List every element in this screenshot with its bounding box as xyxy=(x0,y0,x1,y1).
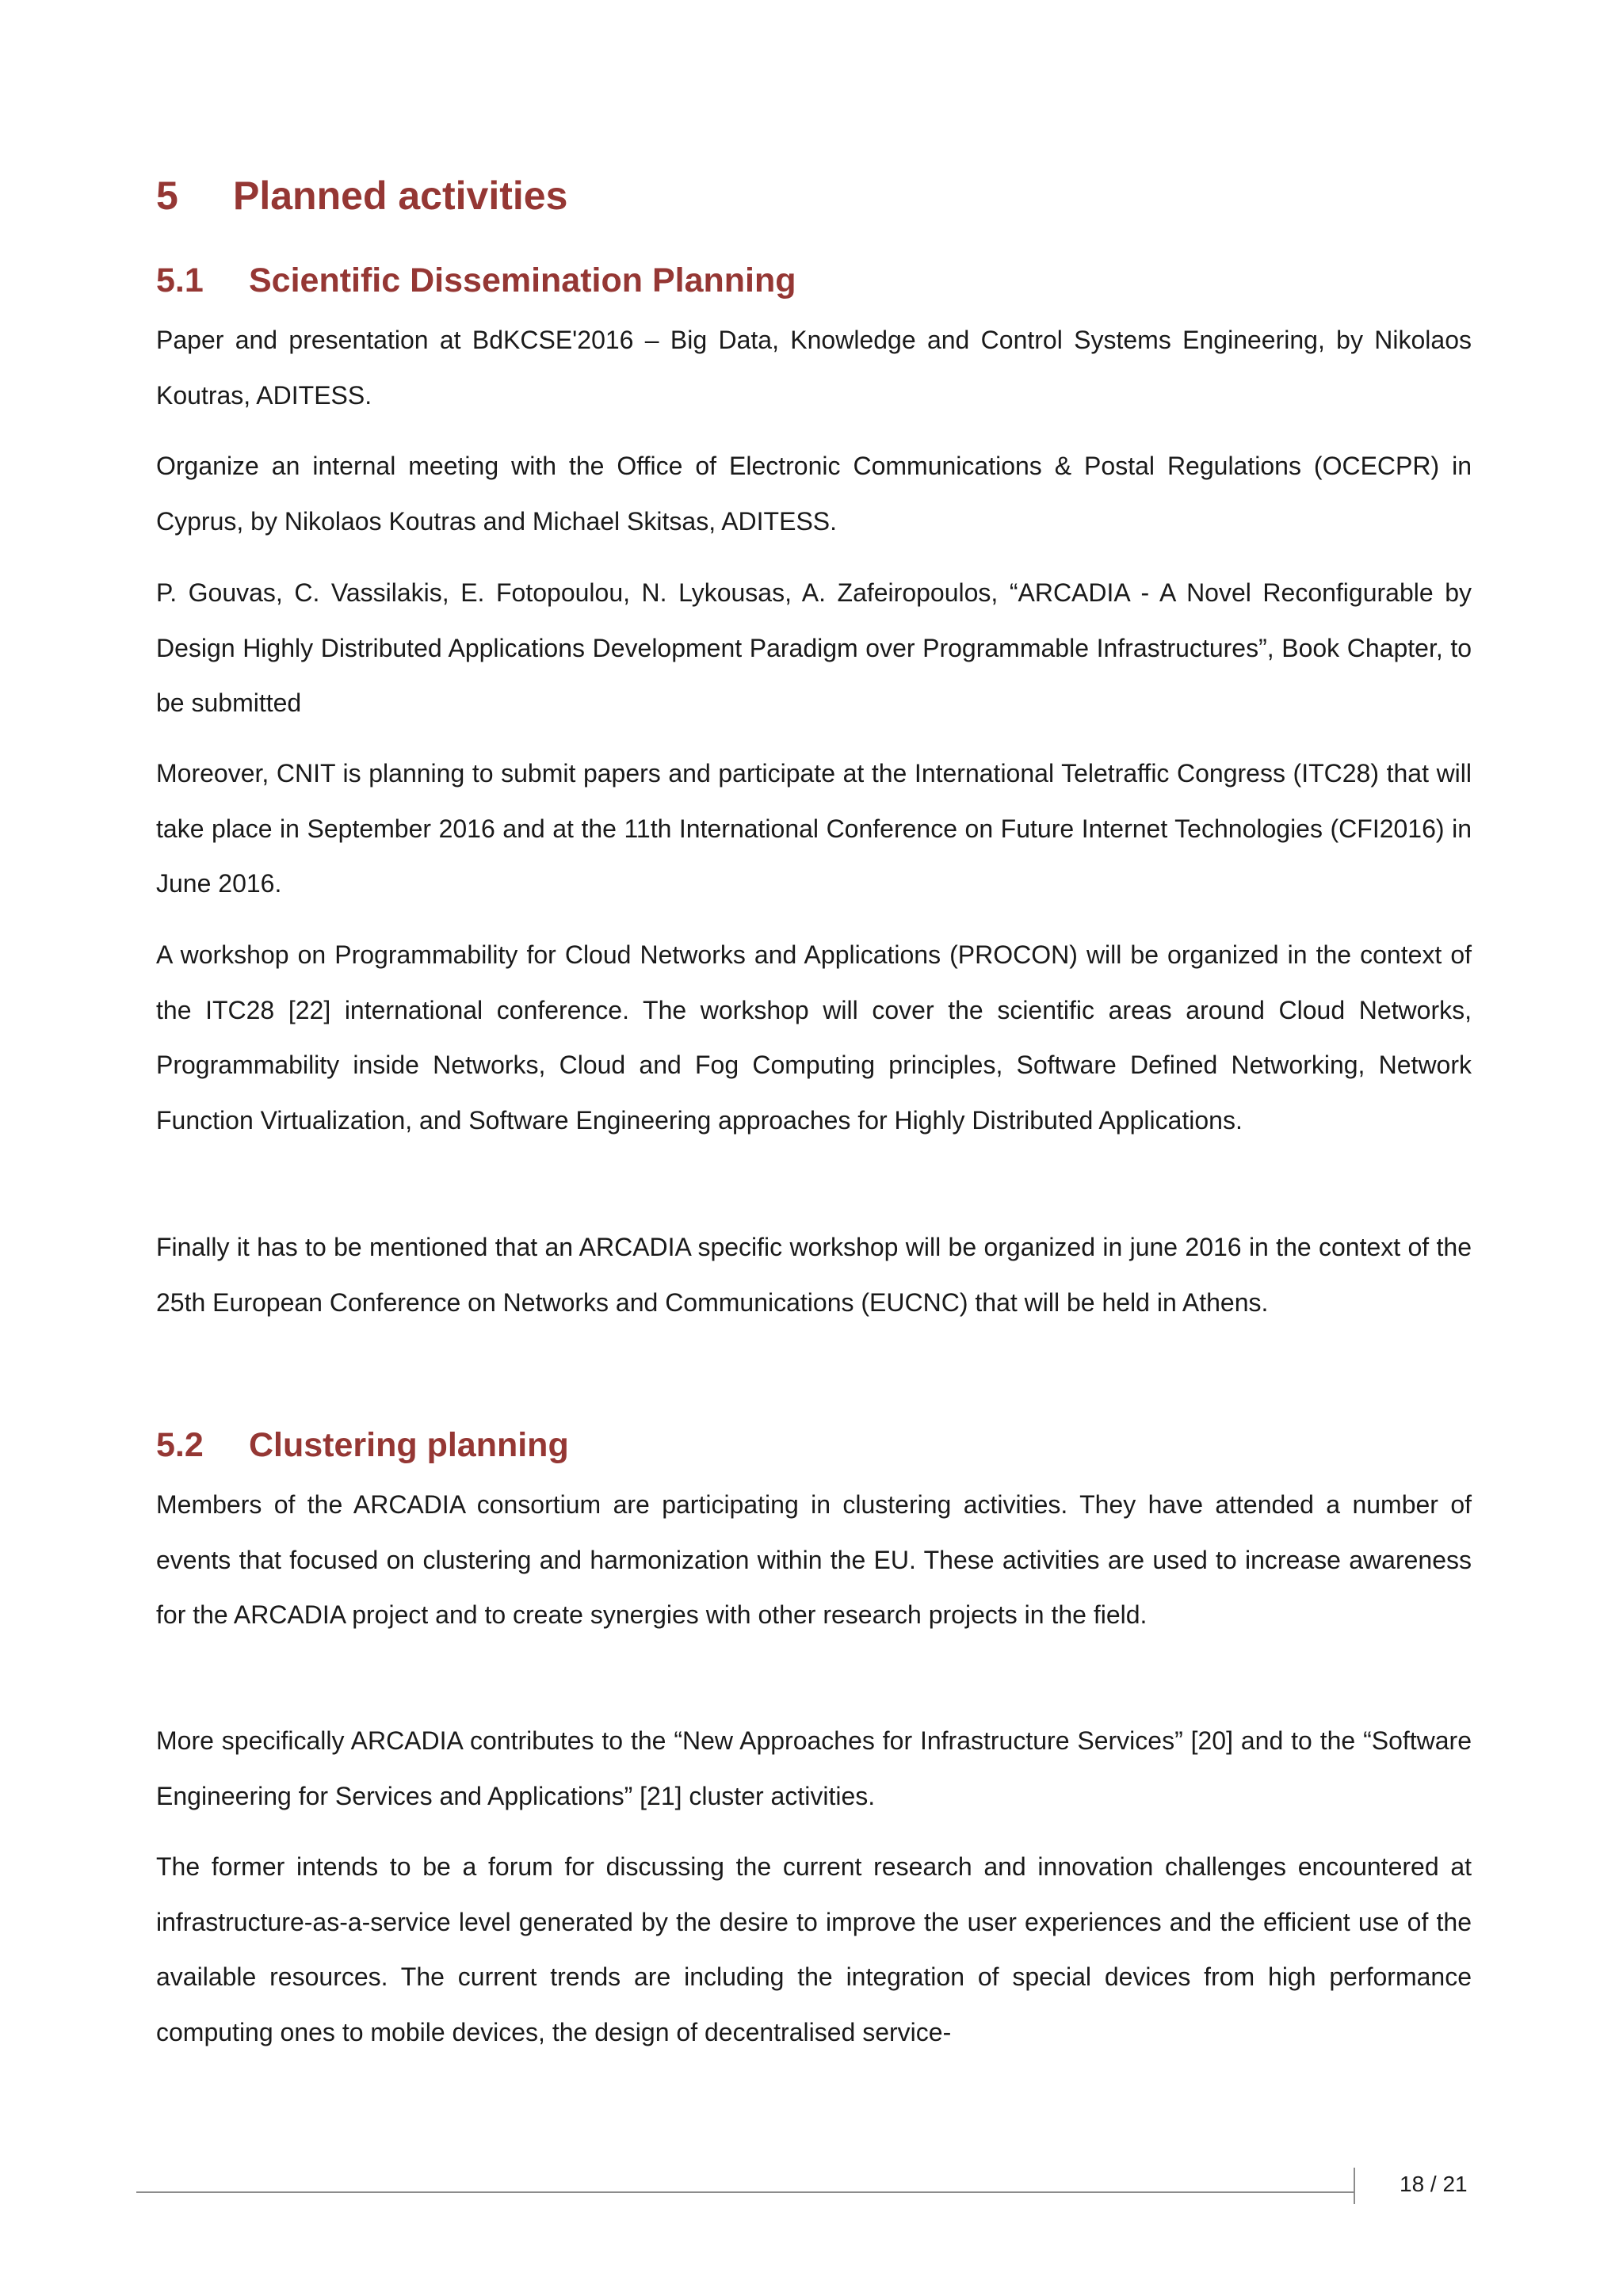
paragraph: P. Gouvas, C. Vassilakis, E. Fotopoulou, N. Lykousas, A. Zafeiropoulos, “ARCADIA - A Novel Reconfigurable by Design Highly Distributed Applications Development Paradigm over Programmable Infrastructures”, Book Chapter, to be submitted xyxy=(156,578,1472,717)
section-heading-5-2 xyxy=(156,1426,569,1465)
paragraph: Finally it has to be mentioned that an ARCADIA specific workshop will be organized in june 2016 in the context of the 25th European Conference on Networks and Communications (EUCNC) that will be held in Athens. xyxy=(156,1233,1472,1317)
paragraph: Organize an internal meeting with the Office of Electronic Communications & Postal Regulations (OCECPR) in Cyprus, by Nikolaos Koutras and Michael Skitsas, ADITESS. xyxy=(156,452,1472,536)
paragraph: The former intends to be a forum for discussing the current research and innovation challenges encountered at infrastructure-as-a-service level generated by the desire to improve the user experiences and the efficient use of the available resources. The current trends are including the integration of special devices from high performance computing ones to mobile devices, the design of decentralised service- xyxy=(156,1852,1472,2046)
paragraph: Members of the ARCADIA consortium are participating in clustering activities. They have attended a number of events that focused on clustering and harmonization within the EU. These activities are used to increase awareness for the ARCADIA project and to create synergies with other research projects in the field. xyxy=(156,1490,1472,1629)
section-heading-5 xyxy=(156,173,567,219)
section-number: 5 xyxy=(156,174,178,218)
section-title: Scientific Dissemination Planning xyxy=(249,261,796,299)
footer-divider-tick xyxy=(1354,2168,1355,2204)
paragraph: More specifically ARCADIA contributes to the “New Approaches for Infrastructure Services” [20] and to the “Software Engineering for Services and Applications” [21] cluster activities. xyxy=(156,1726,1472,1810)
section-title: Clustering planning xyxy=(249,1426,569,1464)
paragraph: Paper and presentation at BdKCSE'2016 – Big Data, Knowledge and Control Systems Engineering, by Nikolaos Koutras, ADITESS. xyxy=(156,326,1472,410)
paragraph: A workshop on Programmability for Cloud Networks and Applications (PROCON) will be organized in the context of the ITC28 [22] international conference. The workshop will cover the scientific areas around Cloud Networks, Programmability inside Networks, Cloud and Fog Computing principles, Software Defined Networking, Network Function Virtualization, and Software Engineering approaches for Highly Distributed Applications. xyxy=(156,940,1472,1135)
page-number: 18 / 21 xyxy=(1400,2172,1468,2196)
section-number: 5.1 xyxy=(156,261,204,299)
section-title: Planned activities xyxy=(233,174,568,218)
footer-divider xyxy=(136,2191,1355,2193)
section-number: 5.2 xyxy=(156,1426,204,1464)
paragraph: Moreover, CNIT is planning to submit papers and participate at the International Teletraffic Congress (ITC28) that will take place in September 2016 and at the 11th International Conference on Future Internet Technologies (CFI2016) in June 2016. xyxy=(156,759,1472,898)
section-heading-5-1 xyxy=(156,261,796,300)
